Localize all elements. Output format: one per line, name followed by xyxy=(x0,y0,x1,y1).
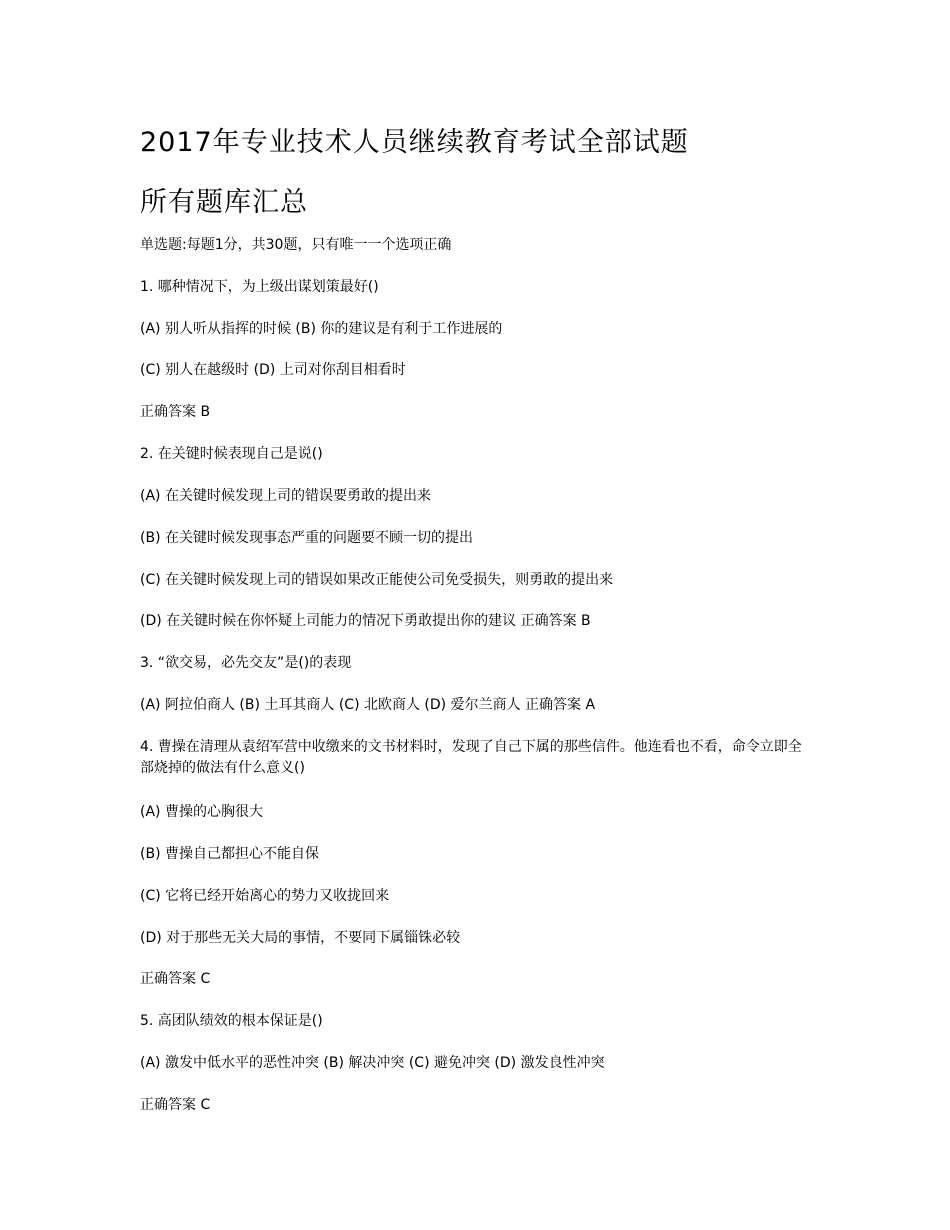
question-2-option-c: (C) 在关键时候发现上司的错误如果改正能使公司免受损失，则勇敢的提出来 xyxy=(140,572,614,588)
question-1-options-cd: (C) 别人在越级时 (D) 上司对你刮目相看时 xyxy=(140,362,406,378)
question-4-option-a: (A) 曹操的心胸很大 xyxy=(140,804,263,820)
question-1-answer: 正确答案 B xyxy=(140,404,211,420)
question-1-options-ab: (A) 别人听从指挥的时候 (B) 你的建议是有利于工作进展的 xyxy=(140,321,503,337)
document-title: 2017年专业技术人员继续教育考试全部试题 xyxy=(140,127,689,158)
question-4-option-c: (C) 它将已经开始离心的势力又收拢回来 xyxy=(140,888,390,904)
question-2-option-d-answer: (D) 在关键时候在你怀疑上司能力的情况下勇敢提出你的建议 正确答案 B xyxy=(140,613,591,629)
question-2-option-b: (B) 在关键时候发现事态严重的问题要不顾一切的提出 xyxy=(140,530,473,546)
question-5-stem: 5. 高团队绩效的根本保证是() xyxy=(140,1013,323,1029)
document-subtitle: 所有题库汇总 xyxy=(140,187,308,218)
question-2-stem: 2. 在关键时候表现自己是说() xyxy=(140,446,323,462)
question-1-stem: 1. 哪种情况下，为上级出谋划策最好() xyxy=(140,279,379,295)
question-2-option-a: (A) 在关键时候发现上司的错误要勇敢的提出来 xyxy=(140,488,431,504)
question-4-stem: 4. 曹操在清理从袁绍军营中收缴来的文书材料时，发现了自己下属的那些信件。他连看也不看，命令立即全部烧掉的做法有什么意义() xyxy=(140,739,802,776)
question-4-option-b: (B) 曹操自己都担心不能自保 xyxy=(140,846,319,862)
question-5-answer: 正确答案 C xyxy=(140,1097,211,1113)
question-4-answer: 正确答案 C xyxy=(140,971,211,987)
question-3-stem: 3. “欲交易，必先交友”是()的表现 xyxy=(140,655,352,671)
section-intro: 单选题:每题1分，共30题，只有唯一一个选项正确 xyxy=(140,237,452,253)
question-3-options-answer: (A) 阿拉伯商人 (B) 土耳其商人 (C) 北欧商人 (D) 爱尔兰商人 正确答案 A xyxy=(140,697,596,713)
question-5-options: (A) 激发中低水平的恶性冲突 (B) 解决冲突 (C) 避免冲突 (D) 激发良性冲突 xyxy=(140,1055,605,1071)
question-4-option-d: (D) 对于那些无关大局的事情，不要同下属锱铢必较 xyxy=(140,930,461,946)
